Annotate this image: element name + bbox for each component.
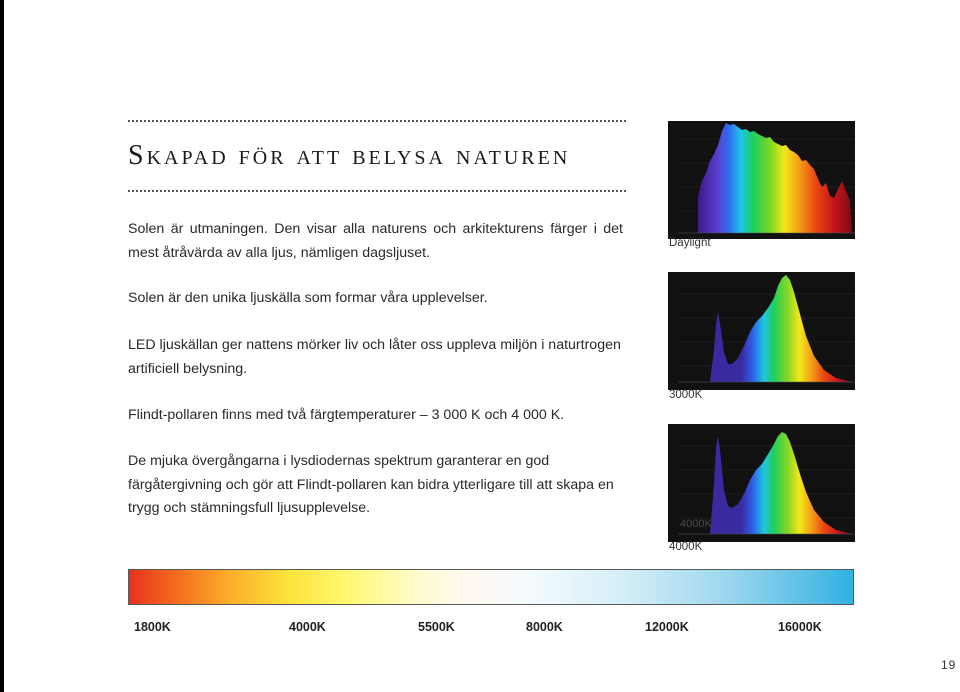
title-bottom-rule [128,190,626,192]
page-left-edge [0,0,4,692]
spectrum-4000k-ghost-label: 4000K [680,518,712,530]
led-paragraph: LED ljuskällan ger nattens mörker liv och låter oss uppleva miljön i naturtrogen artificiell belysning. [128,337,621,377]
page-number: 19 [941,658,957,672]
daylight-label: Daylight [669,237,711,249]
color-temperature-paragraph: Flindt-pollaren finns med två färgtemperaturer – 3 000 K och 4 000 K. [128,407,565,423]
temp-label-4000k: 4000K [289,620,326,634]
spectrum-4000k-label: 4000K [669,541,703,553]
title-top-rule [128,120,626,122]
spectrum-paragraph: De mjuka övergångarna i lysdiodernas spektrum garanterar en god färgåtergivning och gör att Flindt-pollaren kan bidra ytterligare till att skapa en trygg och stämningsfull ljusupplevelse. [128,453,614,516]
daylight-spectrum-chart [668,121,855,239]
sun-paragraph: Solen är den unika ljuskälla som formar våra upplevelser. [128,290,488,306]
page-title: Skapad för att belysa naturen [128,140,571,171]
temp-label-12000k: 12000K [645,620,689,634]
color-temperature-gradient-bar [128,569,854,605]
temp-label-8000k: 8000K [526,620,563,634]
temp-label-5500k: 5500K [418,620,455,634]
spectrum-3000k-chart [668,272,855,390]
temp-label-16000k: 16000K [778,620,822,634]
spectrum-3000k-label: 3000K [669,389,703,401]
intro-paragraph: Solen är utmaningen. Den visar alla naturens och arkitekturens färger i det mest åtråvärda av alla ljus, nämligen dagsljuset. [128,221,623,261]
temp-label-1800k: 1800K [134,620,171,634]
